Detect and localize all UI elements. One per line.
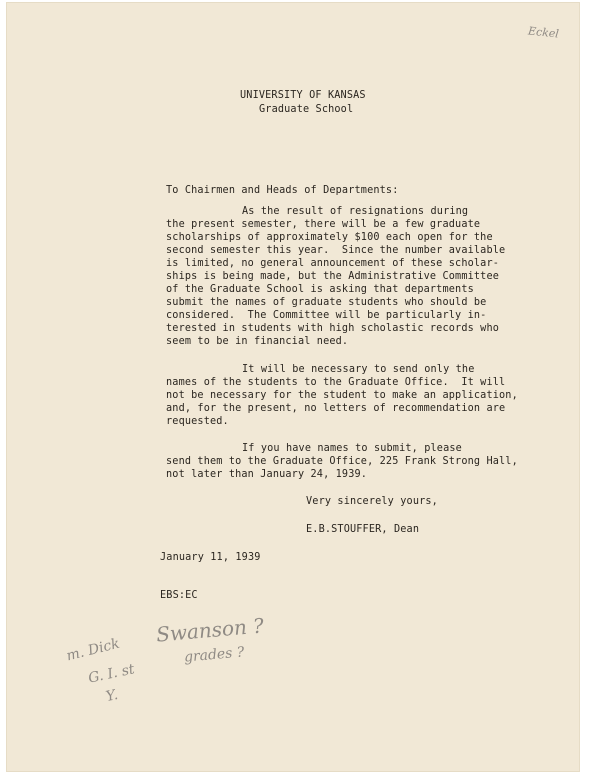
paragraph-line: scholarships of approximately $100 each open for the — [166, 232, 493, 243]
handwritten-note-left-2: G. I. st — [86, 661, 136, 687]
paragraph-line: is limited, no general announcement of these scholar- — [166, 258, 500, 269]
closing: Very sincerely yours, — [306, 496, 438, 507]
paragraph-line: considered. The Committee will be particularly in- — [166, 310, 487, 321]
paragraph-line: and, for the present, no letters of recommendation are — [166, 403, 506, 414]
handwritten-note-top-right: Eckel — [527, 24, 560, 41]
reference-initials: EBS:EC — [160, 590, 198, 601]
paragraph-line: ships is being made, but the Administrative Committee — [166, 271, 500, 282]
paragraph-line: seem to be in financial need. — [166, 336, 349, 347]
paragraph-line: If you have names to submit, please — [242, 443, 462, 454]
letter-date: January 11, 1939 — [160, 552, 261, 563]
signature: E.B.STOUFFER, Dean — [306, 524, 420, 535]
handwritten-note-swanson: Swanson ? — [155, 613, 265, 647]
paragraph-line: It will be necessary to send only the — [242, 364, 475, 375]
paragraph-line: second semester this year. Since the number available — [166, 245, 506, 256]
paragraph-line: of the Graduate School is asking that departments — [166, 284, 474, 295]
paragraph-line: terested in students with high scholastic records who — [166, 323, 500, 334]
salutation: To Chairmen and Heads of Departments: — [166, 185, 399, 196]
handwritten-note-left-3: Y. — [104, 686, 120, 706]
paragraph-line: the present semester, there will be a few graduate — [166, 219, 481, 230]
paragraph-line: As the result of resignations during — [242, 206, 469, 217]
letterhead-unit: Graduate School — [259, 104, 354, 115]
paragraph-line: requested. — [166, 416, 229, 427]
paragraph-line: not later than January 24, 1939. — [166, 469, 368, 480]
paragraph-line: submit the names of graduate students who should be — [166, 297, 487, 308]
paragraph-line: send them to the Graduate Office, 225 Frank Strong Hall, — [166, 456, 518, 467]
paragraph-line: names of the students to the Graduate Office. It will — [166, 377, 506, 388]
handwritten-note-grades: grades ? — [183, 644, 245, 666]
handwritten-note-left-1: m. Dick — [64, 635, 122, 665]
letter-page — [6, 2, 580, 772]
paragraph-line: not be necessary for the student to make an application, — [166, 390, 518, 401]
letterhead-institution: UNIVERSITY OF KANSAS — [240, 90, 366, 101]
